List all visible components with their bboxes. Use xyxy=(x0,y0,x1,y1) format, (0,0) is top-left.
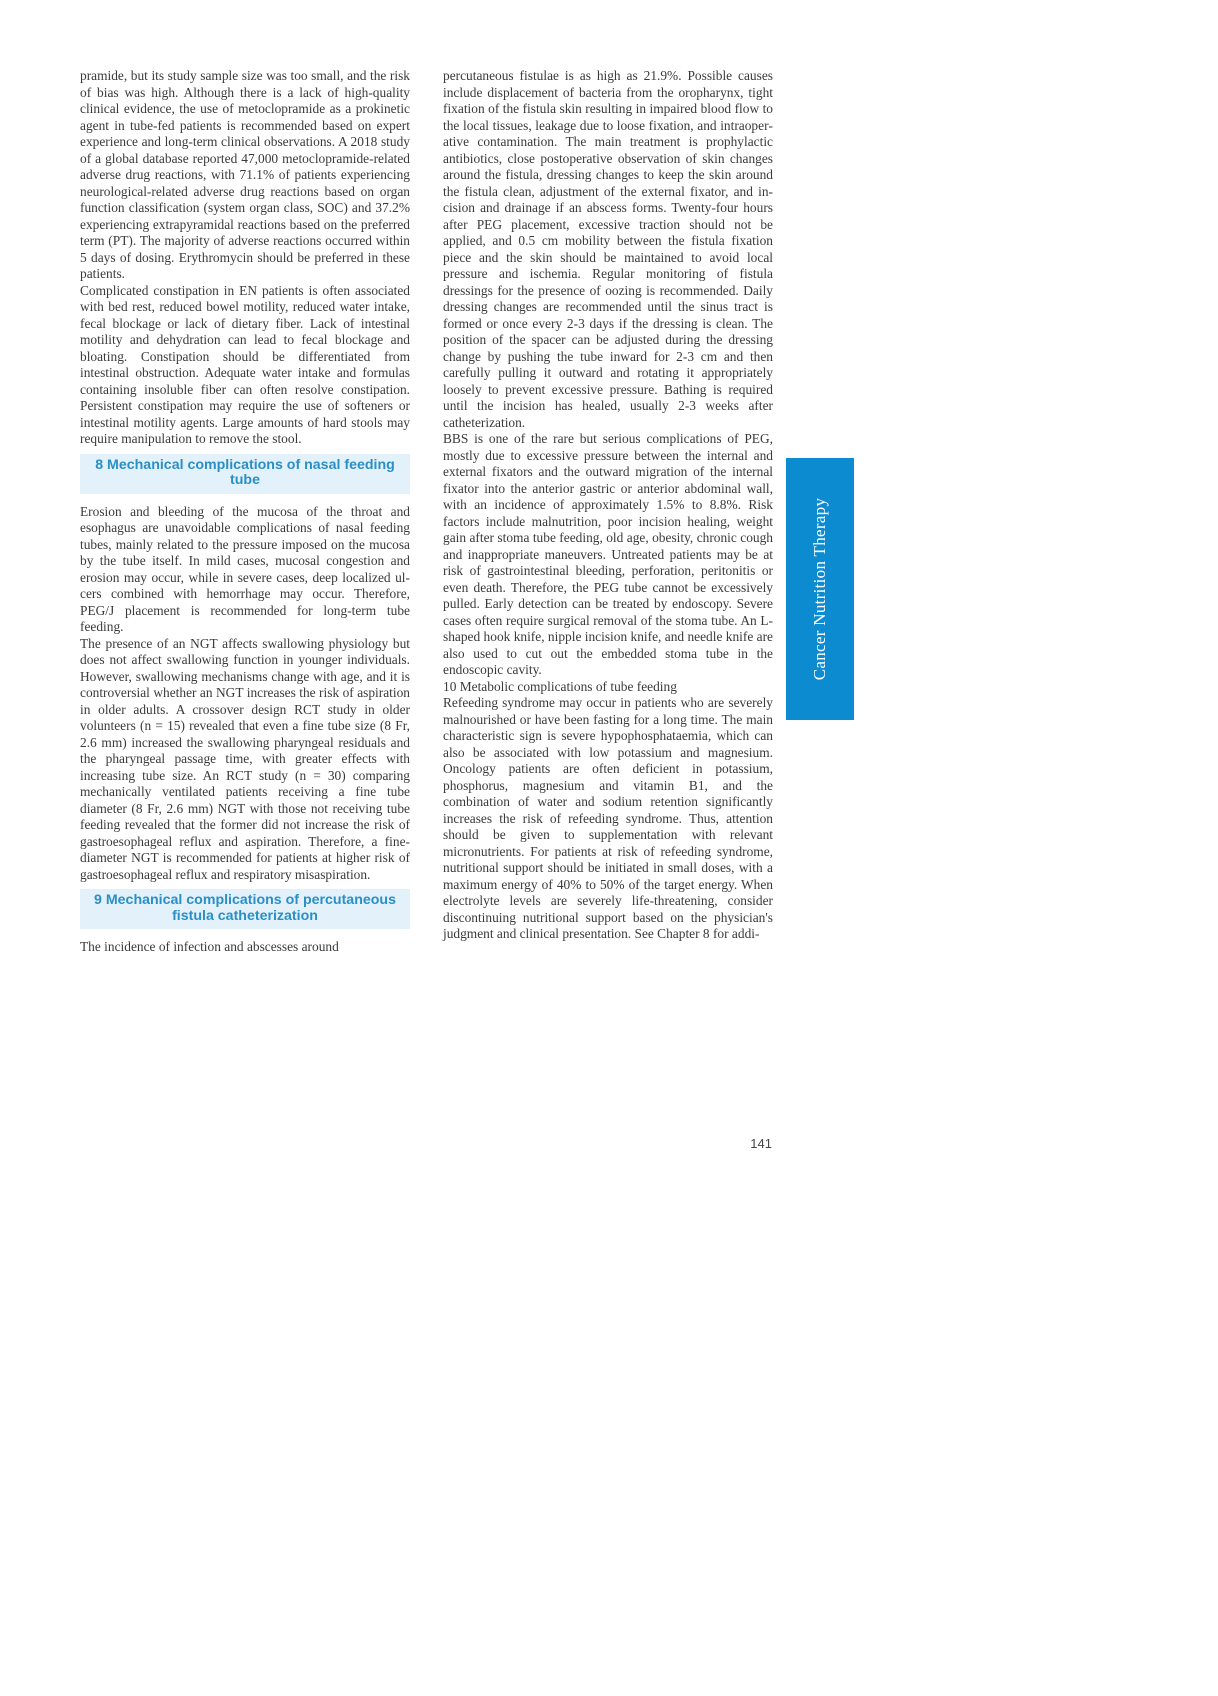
body-paragraph: Complicated constipation in EN patients is often associated with bed rest, reduced bowel motility, reduced water intake, fecal blockage or lack of dietary fiber. Lack of intestinal motility and dehydration can lead to fecal blockage and bloating. Constipation should be differentiated from intestinal obstruction. Adequate water intake and formulas containing insoluble fiber can often resolve constipation. Persistent constipation may require the use of softeners or intestinal motility agents. Large amounts of hard stools may require manipulation to remove the stool. xyxy=(80,282,410,446)
right-column xyxy=(443,68,773,943)
body-paragraph: pramide, but its study sample size was too small, and the risk of bias was high. Although there is a lack of high-quality clinical evidence, the use of metoclopramide as a prokinetic agent in tube-fed patients is recommended based on expert experience and long-term clinical observations. A 2018 study of a global database reported 47,000 metoclopramide-related adverse drug reactions, with 71.1% of patients experiencing neurological-related adverse drug reactions based on organ function classification (system organ class, SOC) and 37.2% experiencing extrapyramidal reactions based on the preferred term (PT). The majority of adverse reactions occurred within 5 days of dosing. Erythromycin should be preferred in these patients. xyxy=(80,68,410,281)
section-subheading: 10 Metabolic complications of tube feeding xyxy=(443,678,677,694)
section-heading: 8 Mechanical complications of nasal feeding tube xyxy=(95,456,395,488)
section-heading-box xyxy=(80,889,410,929)
body-paragraph: Erosion and bleeding of the mucosa of the throat and esophagus are unavoidable complications of nasal feeding tubes, mainly related to the pressure imposed on the mucosa by the tube itself. In mild cases, mucosal congestion and erosion may occur, while in severe cases, deep localized ulcers combined with hemorrhage may occur. Therefore, PEG/J placement is recommended for long-term tube feeding. xyxy=(80,503,410,634)
body-paragraph: percutaneous fistulae is as high as 21.9%. Possible causes include displacement of bacteria from the oropharynx, tight fixation of the fistula skin resulting in impaired blood flow to the local tissues, leakage due to loose fixation, and intraoperative contamination. The main treatment is prophylactic antibiotics, close postoperative observation of skin changes around the fistula, dressing changes to keep the skin around the fistula clean, adjustment of the external fixator, and incision and drainage if an abscess forms. Twenty-four hours after PEG placement, excessive traction should not be applied, and 0.5 cm mobility between the fistula fixation piece and the skin should be maintained to avoid local pressure and ischemia. Regular monitoring of fistula dressings for the presence of oozing is recommended. Daily dressing changes are recommended until the sinus tract is formed or once every 2-3 days if the dressing is clean. The position of the spacer can be adjusted during the dressing change by pushing the tube inward for 2-3 cm and then carefully pulling it outward and rotating it appropriately loosely to prevent excessive pressure. Bathing is required until the incision has healed, usually 2-3 weeks after catheterization. xyxy=(443,68,773,430)
body-paragraph: BBS is one of the rare but serious complications of PEG, mostly due to excessive pressure between the internal and external fixators and the outward migration of the internal fixator into the anterior gastric or anterior abdominal wall, with an incidence of approximately 1.5% to 8.8%. Risk factors include malnutrition, poor incision healing, weight gain after stoma tube feeding, old age, obesity, chronic cough and inappropriate maneuvers. Untreated patients may be at risk of gastrointestinal bleeding, perforation, peritonitis or even death. Therefore, the PEG tube cannot be excessively pulled. Early detection can be treated by endoscopy. Severe cases often require surgical removal of the stoma tube. An L-shaped hook knife, nipple incision knife, and needle knife are also used to cut out the embedded stoma tube in the endoscopic cavity. xyxy=(443,431,773,677)
section-heading: 9 Mechanical complications of percutaneous fistula catheterization xyxy=(94,892,396,924)
body-paragraph: The presence of an NGT affects swallowing physiology but does not affect swallowing function in younger individuals. However, swallowing mechanisms change with age, and it is controversial whether an NGT increases the risk of aspiration in older adults. A crossover design RCT study in older volunteers (n = 15) revealed that even a fine tube size (8 Fr, 2.6 mm) increased the swallowing pharyngeal residuals and the pharyngeal passage time, with greater effects with increasing tube size. An RCT study (n = 30) comparing mechanically ventilated patients receiving a fine tube diameter (8 Fr, 2.6 mm) NGT with those not receiving tube feeding revealed that the former did not increase the risk of gastroesophageal reflux and aspiration. Therefore, a fine-diameter NGT is recommended for patients at higher risk of gastroesophageal reflux and respiratory misaspiration. xyxy=(80,635,410,882)
body-paragraph: The incidence of infection and abscesses around xyxy=(80,939,339,954)
chapter-side-tab xyxy=(786,458,854,720)
page-number: 141 xyxy=(750,1136,772,1151)
section-heading-box xyxy=(80,454,410,494)
chapter-tab-label: Cancer Nutrition Therapy xyxy=(810,497,829,681)
body-paragraph: Refeeding syndrome may occur in patients who are severely malnourished or have been fasting for a long time. The main characteristic sign is severe hypophosphataemia, which can also be associated with low potassium and magnesium. Oncology patients are often deficient in potassium, phosphorus, magnesium and vitamin B1, and the combination of water and sodium retention significantly increases the risk of refeeding syndrome. Thus, attention should be given to supplementation with relevant micronutrients. For patients at risk of refeeding syndrome, nutritional support should be initiated in small doses, with a maximum energy of 40% to 50% of the target energy. When electrolyte levels are severely life-threatening, consider discontinuing nutritional support based on the physician's judgment and clinical presentation. See Chapter 8 for addi- xyxy=(443,695,773,941)
left-column xyxy=(80,68,410,956)
